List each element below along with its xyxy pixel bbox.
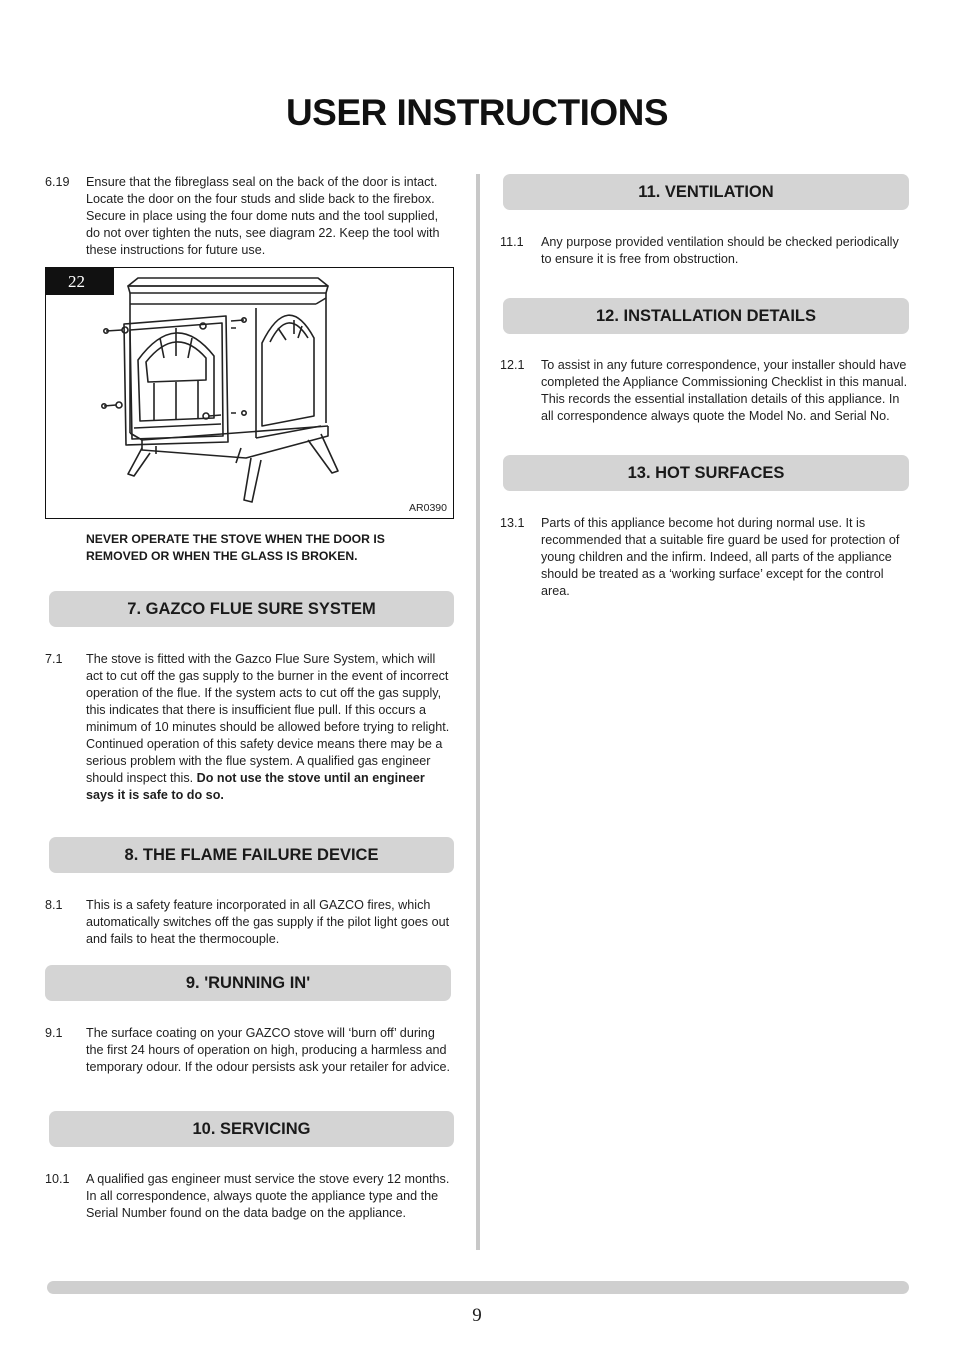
paragraph-text: The surface coating on your GAZCO stove will ‘burn off’ during the first 24 hours of operation on high, producing a harmless and temporary odour. If the odour persists ask your retailer for advice. [86, 1026, 450, 1074]
diagram-22 [45, 267, 454, 519]
page-title: USER INSTRUCTIONS [285, 92, 669, 133]
paragraph-text-block [86, 651, 455, 804]
stove-illustration [46, 268, 453, 518]
column-divider [476, 174, 480, 1250]
paragraph-number: 13.1 [500, 516, 525, 530]
section-header-ventilation: 11. VENTILATION [503, 174, 909, 210]
paragraph-number: 10.1 [45, 1172, 70, 1186]
section-header-servicing: 10. SERVICING [49, 1111, 454, 1147]
section-header-flame-failure-device: 8. THE FLAME FAILURE DEVICE [49, 837, 454, 873]
safety-warning: NEVER OPERATE THE STOVE WHEN THE DOOR IS REMOVED OR WHEN THE GLASS IS BROKEN. [86, 532, 385, 563]
paragraph-number: 12.1 [500, 358, 525, 372]
paragraph-6-19 [45, 174, 455, 264]
paragraph-9-1 [45, 1025, 455, 1095]
paragraph-12-1 [500, 357, 910, 445]
section-header-hot-surfaces: 13. HOT SURFACES [503, 455, 909, 491]
paragraph-11-1 [500, 234, 910, 270]
paragraph-text: This is a safety feature incorporated in all GAZCO fires, which automatically switches off the gas supply if the pilot light goes out and fails to heat the thermocouple. [86, 898, 450, 946]
footer-bar [47, 1281, 909, 1294]
paragraph-10-1 [45, 1171, 455, 1241]
paragraph-text: Any purpose provided ventilation should be checked periodically to ensure it is free from obstruction. [541, 235, 899, 266]
paragraph-text: A qualified gas engineer must service the stove every 12 months. In all correspondence, always quote the appliance type and the Serial Number found on the data badge on the appliance. [86, 1172, 450, 1220]
paragraph-number: 8.1 [45, 898, 63, 912]
diagram-number-label: 22 [46, 268, 114, 295]
paragraph-7-1 [45, 651, 455, 821]
paragraph-number: 9.1 [45, 1026, 63, 1040]
paragraph-text: To assist in any future correspondence, your installer should have completed the Appliance Commissioning Checklist in this manual. This records the essential installation details of this appliance. In all correspondence always quote the Model No. and Serial No. [541, 358, 908, 423]
paragraph-number: 6.19 [45, 175, 70, 189]
paragraph-text: Ensure that the fibreglass seal on the back of the door is intact. Locate the door on the four studs and slide back to the firebox. Secure in place using the four dome nuts and the tool supplied, do not over tighten the nuts, see diagram 22. Keep the tool with these instructions for future use. [86, 175, 440, 257]
paragraph-13-1 [500, 515, 910, 603]
diagram-reference-code: AR0390 [409, 502, 447, 514]
page-number: 9 [472, 1305, 482, 1326]
paragraph-bold-warning: Do not use the stove until an engineer says it is safe to do so. [86, 771, 425, 802]
paragraph-8-1 [45, 897, 455, 952]
section-header-installation-details: 12. INSTALLATION DETAILS [503, 298, 909, 334]
section-header-running-in: 9. 'RUNNING IN' [45, 965, 451, 1001]
paragraph-number: 11.1 [500, 235, 524, 249]
paragraph-text: Parts of this appliance become hot during normal use. It is recommended that a suitable fire guard be used for protection of young children and the infirm. Indeed, all parts of the appliance should be treated as a ‘working surface’ except for the control area. [541, 516, 900, 598]
paragraph-text: The stove is fitted with the Gazco Flue Sure System, which will act to cut off the gas supply to the burner in the event of incorrect operation of the flue. If the system acts to cut off the gas supply, this indicates that there is insufficient flue pull. If this occurs a minimum of 10 minutes should be allowed before trying to relight. Continued operation of this safety device means there may be a serious problem with the flue system. A qualified gas engineer should inspect this. [86, 652, 450, 785]
section-header-gazco-flue-sure: 7. GAZCO FLUE SURE SYSTEM [49, 591, 454, 627]
paragraph-number: 7.1 [45, 652, 63, 666]
